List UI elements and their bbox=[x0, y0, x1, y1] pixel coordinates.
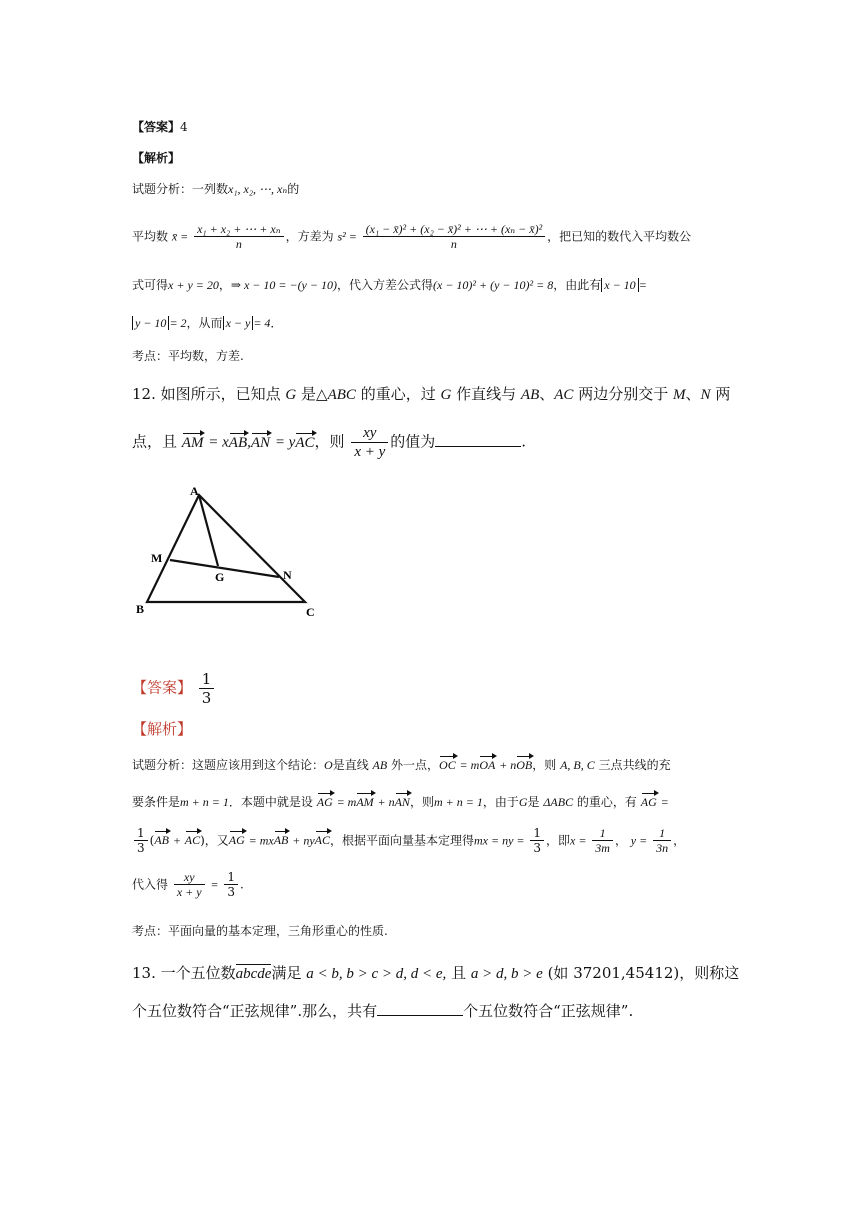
frac-num: 1 bbox=[653, 826, 671, 841]
label-N: N bbox=[283, 568, 292, 582]
math: = 4 bbox=[253, 316, 271, 330]
q11-analysis-intro bbox=[132, 180, 299, 197]
math-variance-lhs: s² = bbox=[337, 229, 357, 244]
q13-stem-line1 bbox=[132, 962, 739, 983]
text: ，即 bbox=[546, 833, 571, 848]
math: = bbox=[210, 877, 219, 892]
math: + ny bbox=[292, 833, 315, 848]
fraction-one-over-3m bbox=[592, 826, 613, 856]
text: ，则 bbox=[409, 795, 434, 809]
fraction-one-third bbox=[134, 826, 148, 856]
q11-analysis-tag: 【解析】 bbox=[132, 151, 181, 165]
q11-line4 bbox=[132, 276, 647, 293]
frac-den: n bbox=[235, 237, 242, 252]
frac-num: 1 bbox=[224, 870, 238, 885]
q12-analysis-line4 bbox=[132, 870, 244, 900]
text: ，则 bbox=[532, 758, 557, 772]
text: 的重心，过 bbox=[360, 385, 436, 403]
answer-tag: 【答案】 bbox=[132, 120, 181, 134]
answer-blank bbox=[377, 1001, 463, 1016]
math: + bbox=[172, 833, 181, 848]
q11-kaodian: 考点：平均数，方差. bbox=[132, 349, 244, 363]
math: = 2 bbox=[169, 316, 187, 330]
text: ， bbox=[218, 278, 231, 292]
math: m + n = 1 bbox=[433, 795, 483, 809]
math: (x − 10)² + (y − 10)² = 8 bbox=[433, 278, 554, 292]
q12-analysis-line1 bbox=[132, 756, 671, 773]
math: M bbox=[673, 387, 686, 403]
text: 、 bbox=[539, 385, 555, 403]
frac-den: 3 bbox=[533, 841, 541, 856]
fraction-one-over-3n bbox=[653, 826, 671, 856]
text: 是直线 bbox=[332, 758, 369, 772]
frac-num: x₁ + x₂ + ⋯ + xₙ bbox=[194, 222, 283, 237]
math: = bbox=[660, 795, 669, 809]
frac-num: 1 bbox=[530, 826, 544, 841]
q12-analysis-line2 bbox=[132, 793, 669, 810]
frac-num: 1 bbox=[134, 826, 148, 841]
frac-den: 3n bbox=[656, 841, 669, 856]
text: ， bbox=[614, 833, 627, 848]
text: (如 37201,45412)，则称这 bbox=[547, 964, 740, 982]
text: ，由此有 bbox=[553, 278, 602, 292]
math: + n bbox=[377, 795, 395, 809]
q12-kaodian: 考点：平面向量的基本定理，三角形重心的性质. bbox=[132, 924, 388, 938]
vector-AG: AG bbox=[316, 795, 333, 809]
vector-OA: OA bbox=[479, 758, 496, 772]
text: 平均数 bbox=[132, 229, 169, 244]
label-M: M bbox=[151, 551, 163, 565]
text: . bbox=[240, 877, 244, 892]
q12-analysis-line3 bbox=[132, 826, 685, 856]
text: 是△ bbox=[301, 385, 328, 403]
math: x = bbox=[570, 833, 587, 848]
text: 试题分析：一列数 bbox=[132, 182, 229, 196]
text: 三点共线的充 bbox=[598, 758, 671, 772]
vector-AM: AM bbox=[356, 795, 374, 809]
math: ΔABC bbox=[543, 795, 574, 809]
frac-den: x + y bbox=[354, 444, 386, 460]
answer-blank bbox=[435, 432, 521, 447]
math: AB bbox=[520, 387, 540, 403]
math: = mx bbox=[248, 833, 274, 848]
math-sequence: x₁, x₂, ⋯, xₙ bbox=[228, 182, 288, 196]
fraction-one-third bbox=[530, 826, 544, 856]
text: 12. 如图所示，已知点 bbox=[132, 385, 281, 403]
answer-tag: 【答案】 bbox=[132, 678, 193, 697]
math-abs: x − y bbox=[223, 316, 254, 330]
text: 13. 一个五位数 bbox=[132, 964, 236, 982]
text: 代入得 bbox=[132, 877, 169, 892]
text: )，又 bbox=[200, 833, 229, 848]
vector-AN: AN bbox=[250, 434, 271, 451]
text: 式可得 bbox=[132, 278, 169, 292]
q13-stem-line2 bbox=[132, 1000, 633, 1021]
frac-den: 3 bbox=[227, 885, 235, 900]
text: ( bbox=[149, 833, 155, 848]
vector-AB: AB bbox=[228, 434, 248, 451]
text: 外一点， bbox=[391, 758, 440, 772]
math-five-digit-number: abcde bbox=[235, 966, 272, 982]
text: 两 bbox=[715, 385, 731, 403]
frac-den: 3 bbox=[201, 689, 212, 707]
math: = m bbox=[459, 758, 480, 772]
label-B: B bbox=[136, 602, 145, 616]
fraction-xy bbox=[351, 424, 388, 461]
text: 、 bbox=[685, 385, 701, 403]
text: ，代入方差公式得 bbox=[336, 278, 433, 292]
math: a < b, b > c > d, d < e, bbox=[306, 966, 447, 982]
text: 个五位数符合“正弦规律”.那么，共有 bbox=[132, 1002, 378, 1020]
fraction-mean bbox=[194, 222, 283, 252]
fraction-one-third bbox=[224, 870, 238, 900]
text: ． bbox=[270, 316, 283, 330]
math: x + y = 20 bbox=[168, 278, 219, 292]
math: O bbox=[324, 758, 333, 772]
math: a > d, b > e bbox=[470, 966, 543, 982]
math: A, B, C bbox=[560, 758, 595, 772]
vector-AM: AM bbox=[181, 434, 204, 451]
frac-den: 3 bbox=[137, 841, 145, 856]
text: ，从而 bbox=[186, 316, 223, 330]
text: ，根据平面向量基本定理得 bbox=[330, 833, 475, 848]
math: , bbox=[247, 434, 251, 451]
frac-num: xy bbox=[174, 870, 205, 885]
q12-analysis-tag: 【解析】 bbox=[132, 720, 193, 738]
math: = x bbox=[208, 434, 229, 451]
q12-stem-line2 bbox=[132, 424, 526, 461]
math: = m bbox=[336, 795, 357, 809]
frac-num: 1 bbox=[199, 670, 215, 689]
text: ，由于 bbox=[482, 795, 519, 809]
vector-AG: AG bbox=[640, 795, 657, 809]
vector-AC: AC bbox=[314, 833, 330, 848]
q11-mean-variance-line bbox=[132, 222, 691, 252]
frac-num: 1 bbox=[592, 826, 613, 841]
vector-OC: OC bbox=[439, 758, 456, 772]
frac-den: x + y bbox=[176, 885, 202, 900]
text: ．本题中就是设 bbox=[228, 795, 313, 809]
line-MN bbox=[170, 560, 279, 577]
text: 个五位数符合“正弦规律”. bbox=[463, 1002, 634, 1020]
label-G: G bbox=[215, 570, 225, 584]
label-A: A bbox=[190, 484, 199, 498]
q12-stem-line1 bbox=[132, 383, 730, 404]
math: G bbox=[440, 387, 452, 403]
math: AC bbox=[554, 387, 574, 403]
triangle-ABC bbox=[147, 495, 305, 602]
vector-AG: AG bbox=[228, 833, 245, 848]
math: + n bbox=[499, 758, 517, 772]
frac-den: n bbox=[450, 237, 457, 252]
q11-answer-line bbox=[132, 118, 188, 135]
vector-AC: AC bbox=[295, 434, 315, 451]
text: ，把已知的数代入平均数公 bbox=[547, 229, 692, 244]
vector-AB: AB bbox=[154, 833, 169, 848]
text: 的重心，有 bbox=[576, 795, 637, 809]
text: 两边分别交于 bbox=[578, 385, 669, 403]
math-mean-lhs: x̄ = bbox=[171, 229, 189, 244]
label-C: C bbox=[306, 605, 315, 619]
frac-num: xy bbox=[351, 424, 388, 443]
q11-line5 bbox=[132, 314, 282, 331]
frac-num: (x₁ − x̄)² + (x₂ − x̄)² + ⋯ + (xₙ − x̄)² bbox=[363, 222, 546, 237]
math: AB bbox=[372, 758, 388, 772]
math: mx = ny = bbox=[474, 833, 525, 848]
math: y = bbox=[630, 833, 648, 848]
vector-AN: AN bbox=[394, 795, 410, 809]
math: = y bbox=[274, 434, 296, 451]
text: ，方差为 bbox=[285, 229, 334, 244]
text: 要条件是 bbox=[132, 795, 181, 809]
text: ，则 bbox=[314, 432, 345, 451]
fraction-answer bbox=[199, 670, 215, 707]
vector-AC: AC bbox=[184, 833, 201, 848]
text: 且 bbox=[451, 964, 467, 982]
answer-value: 4 bbox=[180, 120, 188, 134]
vector-OB: OB bbox=[516, 758, 533, 772]
math: m + n = 1 bbox=[180, 795, 229, 809]
math: N bbox=[700, 387, 711, 403]
q12-answer-line bbox=[132, 670, 216, 707]
vector-AB: AB bbox=[273, 833, 289, 848]
text: 满足 bbox=[271, 964, 302, 982]
text: ， bbox=[673, 833, 686, 848]
math-abs: x − 10 bbox=[601, 278, 638, 292]
text: 试题分析：这题应该用到这个结论： bbox=[132, 758, 325, 772]
math: G bbox=[285, 387, 297, 403]
frac-den: 3m bbox=[595, 841, 610, 856]
math: ABC bbox=[327, 387, 356, 403]
text: . bbox=[521, 432, 527, 451]
text: 点，且 bbox=[132, 432, 178, 451]
text: 的值为 bbox=[390, 432, 436, 451]
text: 是 bbox=[527, 795, 540, 809]
text: 作直线与 bbox=[456, 385, 517, 403]
math: = bbox=[638, 278, 647, 292]
math: ⇒ x − 10 = −(y − 10) bbox=[230, 278, 337, 292]
fraction-variance bbox=[363, 222, 546, 252]
text: 的 bbox=[287, 182, 300, 196]
math-abs: y − 10 bbox=[132, 316, 169, 330]
fraction-xy bbox=[174, 870, 205, 900]
triangle-figure bbox=[130, 482, 330, 622]
math: G bbox=[518, 795, 528, 809]
